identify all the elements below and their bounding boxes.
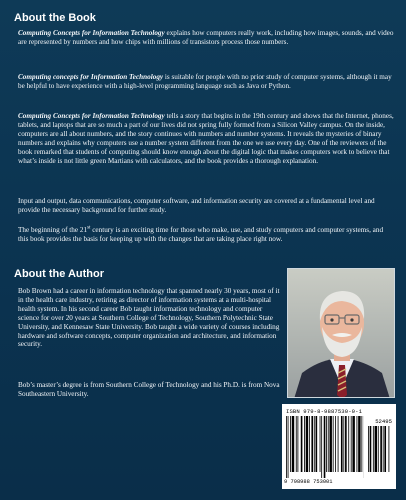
about-author-heading: About the Author — [14, 268, 105, 280]
about-book-paragraph-3 — [18, 112, 394, 165]
barcode-addon-bars — [368, 426, 392, 478]
about-book-p1-text: explains how computers really work, including how images, sounds, and video are represented by numbers and how chips with millions of transistors process those numbers. — [18, 29, 394, 46]
about-book-paragraph-5 — [18, 226, 394, 244]
book-title-2: Computing concepts for Information Technology — [18, 73, 164, 81]
isbn-label: ISBN 979-8-9887530-0-1 — [286, 408, 363, 415]
price-code: 52495 — [375, 418, 392, 425]
about-book-p2-text: is suitable for people with no prior study of computer systems, although it may be helpful to have experience with a high-level programming language such as Java or Python. — [18, 73, 392, 90]
about-book-paragraph-4: Input and output, data communications, computer software, and information security are covered at a fundamental level and provide the necessary background for further study. — [18, 197, 375, 214]
book-title-3: Computing Concepts for Information Technology — [18, 112, 165, 120]
p5-text-a: The beginning of the 21 — [18, 226, 88, 234]
book-title-1: Computing Concepts for Information Technology — [18, 29, 165, 37]
about-book-heading: About the Book — [14, 12, 96, 24]
author-photo — [287, 268, 395, 398]
about-author-paragraph-1: Bob Brown had a career in information technology that spanned nearly 30 years, most of it in the health care industry, retiring as director of information systems at a multi-hospital health system. In his second career Bob taught information technology and computer science for over 20 years at Southern College of Technology, Southern Polytechnic State University, and Kennesaw State University. Bob taught a wide variety of courses including hardware and software concepts, computer organization and architecture, and information security. — [18, 287, 280, 349]
p5-superscript: st — [87, 225, 91, 231]
barcode-digits: 9 798988 753001 — [284, 479, 333, 485]
about-book-paragraph-1 — [18, 29, 394, 47]
author-portrait — [288, 269, 395, 398]
about-author-paragraph-2: Bob’s master’s degree is from Southern College of Technology and his Ph.D. is from Nova Southeastern University. — [18, 381, 280, 398]
p5-text-b: century is an exciting time for those who make, use, and study computers and computer systems, and this book provides the basis for keeping up with the changes that are taking place right now. — [18, 226, 384, 243]
about-book-paragraph-2 — [18, 73, 394, 91]
about-book-p3-text: tells a story that begins in the 19th century and shows that the Internet, phones, tablets, and laptops that are so much a part of our lives did not spring fully formed from a Silicon Valley campus. On the inside, computers are all about numbers, and the story continues with numbers and number systems. It reveals the mysteries of binary numbers and explains why computers use a number system different from the one we use every day. One of the reviewers of the book remarked that students of computing should know enough about the digital logic that makes computers work to believe that what’s inside is not little green Martians with calculators, and the book provides a thorough explanation. — [18, 112, 394, 165]
isbn-barcode — [282, 404, 396, 489]
barcode-main-bars — [286, 416, 364, 478]
